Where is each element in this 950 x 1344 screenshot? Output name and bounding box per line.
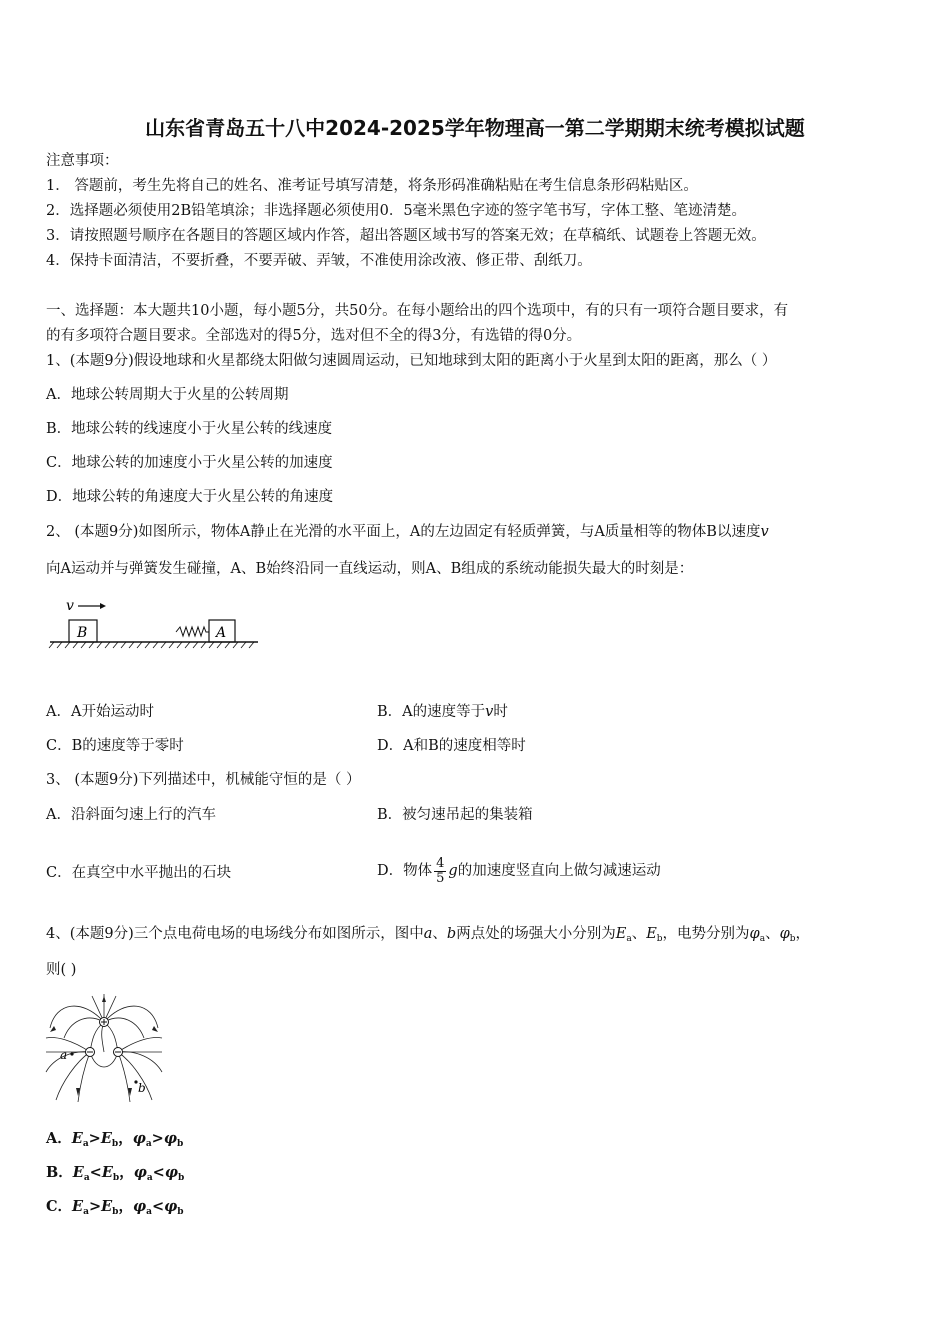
- q2-stem-v: v: [760, 524, 769, 540]
- q4-stem-phia: φ: [749, 926, 760, 942]
- q4-option-b-eb-sub: b: [112, 1173, 120, 1183]
- q4-stem-text-2: 两点处的场强大小分别为: [456, 926, 616, 942]
- q4-option-a-phia: φ: [132, 1130, 146, 1147]
- notice-item-2: 2．选择题必须使用2B铅笔填涂；非选择题必须使用0．5毫米黑色字迹的签字笔书写，字体工整、笔迹清楚。: [46, 203, 747, 219]
- q3-fraction-numerator: 4: [436, 855, 445, 871]
- q3-fraction-denominator: 5: [436, 870, 445, 886]
- q4-stem-ea-sub: a: [626, 934, 632, 944]
- page-title: 山东省青岛五十八中2024-2025学年物理高一第二学期期末统考模拟试题: [145, 116, 805, 140]
- q4-option-b-rel2: <: [152, 1164, 165, 1181]
- q4-option-b: [46, 1163, 184, 1188]
- q4-stem-sep: 、: [432, 926, 447, 942]
- q4-option-a-sep: ，: [118, 1130, 133, 1147]
- q2-stem-line2: 向A运动并与弹簧发生碰撞，A、B始终沿同一直线运动，则A、B组成的系统动能损失最大的时刻是：: [46, 561, 694, 577]
- q4-option-a-eb-sub: b: [111, 1139, 119, 1149]
- q2-stem-text: 2、 (本题9分)如图所示，物体A静止在光滑的水平面上，A的左边固定有轻质弹簧，与A质量相等的物体B以速度: [46, 524, 761, 540]
- q4-option-b-label: B．: [46, 1164, 73, 1181]
- q4-stem-eb: E: [646, 926, 657, 942]
- q1-option-d: D．地球公转的角速度大于火星公转的角速度: [46, 489, 334, 505]
- q2-option-b-tail: 时: [493, 704, 508, 720]
- q4-option-a-label: A．: [46, 1130, 72, 1147]
- q4-point-b-label: b: [138, 1081, 146, 1095]
- q2-fig-v-label: v: [66, 598, 74, 614]
- q4-option-b-ea: E: [72, 1164, 84, 1181]
- q4-stem-comma-2: 、: [765, 926, 780, 942]
- q2-option-b-v: v: [485, 704, 494, 720]
- q3-option-b: B．被匀速吊起的集装箱: [377, 807, 533, 823]
- q3-option-d-fraction: [434, 857, 446, 886]
- q4-option-a-phib: φ: [163, 1130, 177, 1147]
- q4-stem-phia-sub: a: [759, 934, 766, 944]
- q4-stem-line2: 则( ): [46, 962, 77, 978]
- q3-stem: 3、 (本题9分)下列描述中，机械能守恒的是（ ）: [46, 772, 361, 788]
- q4-option-c-phib-sub: b: [177, 1207, 184, 1217]
- section-intro-line2: 的有多项符合题目要求。全部选对的得5分，选对但不全的得3分，有选错的得0分。: [46, 328, 582, 344]
- q1-stem: 1、(本题9分)假设地球和火星都绕太阳做匀速圆周运动，已知地球到太阳的距离小于火星到太阳的距离，那么（ ）: [46, 353, 777, 369]
- q4-stem-b: b: [446, 926, 457, 942]
- q1-option-a: A．地球公转周期大于火星的公转周期: [46, 387, 289, 403]
- q4-option-a-phib-sub: b: [176, 1139, 184, 1149]
- q2-stem-line1: [46, 522, 769, 542]
- q3-option-d-g: g: [448, 863, 458, 879]
- q4-option-c-eb: E: [101, 1198, 113, 1215]
- q4-option-c-phib: φ: [164, 1198, 178, 1215]
- q4-stem-comma: 、: [631, 926, 647, 942]
- q4-option-c-label: C．: [46, 1198, 73, 1215]
- q4-stem-end: ，: [795, 926, 810, 942]
- q4-option-b-phib-sub: b: [177, 1173, 185, 1183]
- q4-option-c-eb-sub: b: [112, 1207, 119, 1217]
- q4-option-c-ea-sub: a: [83, 1207, 89, 1217]
- q4-option-b-phib: φ: [164, 1164, 178, 1181]
- q4-option-c-rel2: <: [151, 1198, 165, 1215]
- q2-option-b: [377, 702, 508, 722]
- q4-option-b-sep: ，: [119, 1164, 134, 1181]
- q4-option-b-phia: φ: [133, 1164, 147, 1181]
- q4-stem-phib-sub: b: [789, 934, 796, 944]
- notice-item-1: 1． 答题前，考生先将自己的姓名、准考证号填写清楚，将条形码准确粘贴在考生信息条形码粘贴区。: [46, 178, 698, 194]
- q4-option-c-rel1: >: [88, 1198, 102, 1215]
- q4-option-c-phia-sub: a: [146, 1207, 152, 1217]
- section-intro-line1: 一、选择题：本大题共10小题，每小题5分，共50分。在每小题给出的四个选项中，有的只有一项符合题目要求，有: [46, 303, 789, 319]
- q4-stem-text-1: 4、(本题9分)三个点电荷电场的电场线分布如图所示，图中: [46, 926, 424, 942]
- q4-option-c-ea: E: [72, 1198, 84, 1215]
- q2-option-c: C．B的速度等于零时: [46, 738, 184, 754]
- q4-stem-ea: E: [615, 926, 627, 942]
- q2-option-d: D．A和B的速度相等时: [377, 738, 526, 754]
- q4-option-c: [46, 1197, 184, 1222]
- q4-option-a-phia-sub: a: [145, 1139, 152, 1149]
- q2-velocity-arrowhead: [100, 603, 106, 609]
- q1-option-b: B．地球公转的线速度小于火星公转的线速度: [46, 421, 333, 437]
- q2-spring-figure: [46, 596, 266, 660]
- q2-block-b-label: B: [77, 625, 88, 641]
- q2-ground-hatch: [49, 642, 254, 648]
- q4-field-line-figure: [42, 992, 166, 1104]
- q2-option-b-text: B．A的速度等于: [377, 704, 486, 720]
- q4-option-a-ea: E: [71, 1130, 83, 1147]
- q4-option-b-eb: E: [101, 1164, 113, 1181]
- q4-stem-line1: [46, 924, 810, 949]
- q4-option-a-ea-sub: a: [82, 1139, 89, 1149]
- q4-stem-text-3: ，电势分别为: [662, 926, 750, 942]
- q4-option-b-rel1: <: [89, 1164, 102, 1181]
- notice-item-4: 4．保持卡面清洁，不要折叠，不要弄破、弄皱，不准使用涂改液、修正带、刮纸刀。: [46, 253, 592, 269]
- q3-option-d-text: D．物体: [377, 863, 433, 879]
- q3-option-d: [377, 845, 661, 897]
- q4-point-a-dot: [70, 1052, 73, 1055]
- q4-option-c-sep: ，: [118, 1198, 133, 1215]
- q4-stem-a: a: [423, 926, 433, 942]
- q4-stem-phib: φ: [779, 926, 790, 942]
- q4-option-c-phia: φ: [132, 1198, 147, 1215]
- q4-point-a-label: a: [60, 1048, 68, 1062]
- notice-item-3: 3．请按照题号顺序在各题目的答题区域内作答，超出答题区域书写的答案无效；在草稿纸、试题卷上答题无效。: [46, 228, 766, 244]
- notice-heading: 注意事项：: [46, 153, 119, 169]
- q4-option-b-ea-sub: a: [83, 1173, 90, 1183]
- q4-option-b-phia-sub: a: [146, 1173, 153, 1183]
- q4-option-a: [46, 1129, 183, 1154]
- q1-option-c: C．地球公转的加速度小于火星公转的加速度: [46, 455, 333, 471]
- q4-option-a-rel1: >: [88, 1130, 101, 1147]
- q3-option-c: C．在真空中水平抛出的石块: [46, 865, 232, 881]
- q2-spring: [176, 627, 209, 636]
- q4-option-a-eb: E: [100, 1130, 112, 1147]
- q4-stem-eb-sub: b: [656, 934, 663, 944]
- q4-option-a-rel2: >: [151, 1130, 164, 1147]
- q2-block-a-label: A: [216, 625, 227, 641]
- q3-option-d-tail: 的加速度竖直向上做匀减速运动: [457, 863, 661, 879]
- q2-option-a: A．A开始运动时: [46, 704, 154, 720]
- q3-option-a: A．沿斜面匀速上行的汽车: [46, 807, 216, 823]
